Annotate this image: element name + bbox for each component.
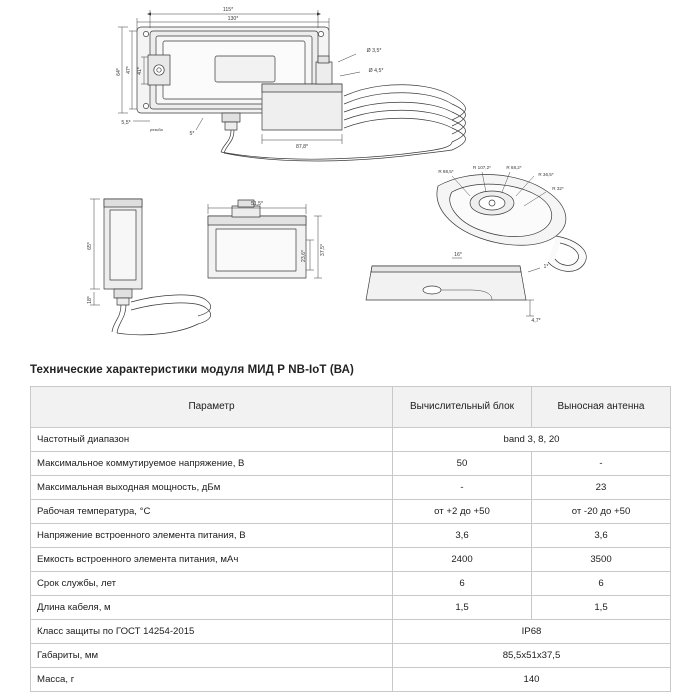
svg-text:41*: 41* (137, 67, 143, 75)
row-value-remote-antenna: 3500 (532, 548, 671, 572)
svg-text:37,5*: 37,5* (320, 243, 326, 257)
svg-text:Ø 4,5*: Ø 4,5* (368, 68, 384, 74)
row-value-computing-unit: от +2 до +50 (393, 500, 532, 524)
svg-text:64*: 64* (116, 68, 122, 76)
svg-text:5,5*: 5,5* (121, 120, 131, 126)
row-value-computing-unit: 1,5 (393, 596, 532, 620)
row-parameter: Габариты, мм (31, 644, 393, 668)
row-value-computing-unit: - (393, 476, 532, 500)
svg-text:R 36,5*: R 36,5* (538, 172, 554, 177)
specifications-table (30, 386, 671, 692)
svg-text:1*: 1* (543, 264, 549, 270)
table-row (31, 668, 671, 692)
table-row (31, 572, 671, 596)
row-value-computing-unit: 2400 (393, 548, 532, 572)
specifications-title: Технические характеристики модуля МИД Р NB-IoT (ВА) (30, 364, 354, 376)
row-value-computing-unit: 6 (393, 572, 532, 596)
row-parameter: Класс защиты по ГОСТ 14254-2015 (31, 620, 393, 644)
table-row (31, 476, 671, 500)
column-header-computing-unit: Вычислительный блок (393, 387, 532, 428)
row-parameter: Срок службы, лет (31, 572, 393, 596)
svg-text:R 32*: R 32* (552, 186, 564, 191)
svg-text:4,7*: 4,7* (531, 318, 541, 324)
row-value-remote-antenna: 6 (532, 572, 671, 596)
svg-text:130*: 130* (227, 16, 239, 22)
table-row (31, 500, 671, 524)
table-row (31, 548, 671, 572)
svg-text:R 68,2*: R 68,2* (506, 165, 522, 170)
row-value-remote-antenna: 3,6 (532, 524, 671, 548)
table-row (31, 596, 671, 620)
row-parameter: Напряжение встроенного элемента питания, В (31, 524, 393, 548)
svg-text:87,8*: 87,8* (295, 144, 309, 150)
column-header-remote-antenna: Выносная антенна (532, 387, 671, 428)
row-value-remote-antenna: 1,5 (532, 596, 671, 620)
row-parameter: Длина кабеля, м (31, 596, 393, 620)
svg-text:23,6*: 23,6* (301, 249, 307, 263)
svg-text:51,5*: 51,5* (250, 201, 264, 207)
drawing-side-view (87, 199, 326, 335)
svg-text:18*: 18* (87, 296, 93, 304)
row-value-span: 140 (393, 668, 671, 692)
svg-text:резьба: резьба (150, 127, 163, 132)
row-value-span: band 3, 8, 20 (393, 428, 671, 452)
table-header-row (31, 387, 671, 428)
row-parameter: Максимальное коммутируемое напряжение, В (31, 452, 393, 476)
row-parameter: Емкость встроенного элемента питания, мАч (31, 548, 393, 572)
row-value-computing-unit: 3,6 (393, 524, 532, 548)
svg-text:16*: 16* (454, 252, 462, 258)
svg-text:47*: 47* (126, 66, 132, 74)
row-value-computing-unit: 50 (393, 452, 532, 476)
table-row (31, 620, 671, 644)
row-parameter: Рабочая температура, °С (31, 500, 393, 524)
column-header-parameter: Параметр (31, 387, 393, 428)
row-value-remote-antenna: от -20 до +50 (532, 500, 671, 524)
drawing-top-view (116, 7, 466, 161)
specifications-section (0, 352, 700, 692)
svg-text:115*: 115* (222, 7, 234, 13)
row-parameter: Масса, г (31, 668, 393, 692)
table-row (31, 452, 671, 476)
table-row (31, 644, 671, 668)
svg-text:R 88,5*: R 88,5* (438, 169, 454, 174)
svg-text:R 107,2*: R 107,2* (473, 165, 491, 170)
svg-text:Ø 3,5*: Ø 3,5* (366, 48, 382, 54)
row-parameter: Максимальная выходная мощность, дБм (31, 476, 393, 500)
row-value-remote-antenna: - (532, 452, 671, 476)
row-parameter: Частотный диапазон (31, 428, 393, 452)
svg-text:65*: 65* (87, 242, 93, 250)
table-row (31, 428, 671, 452)
row-value-remote-antenna: 23 (532, 476, 671, 500)
drawing-antenna-views (366, 165, 586, 324)
svg-text:5*: 5* (189, 131, 195, 137)
row-value-span: IP68 (393, 620, 671, 644)
row-value-span: 85,5х51х37,5 (393, 644, 671, 668)
table-row (31, 524, 671, 548)
